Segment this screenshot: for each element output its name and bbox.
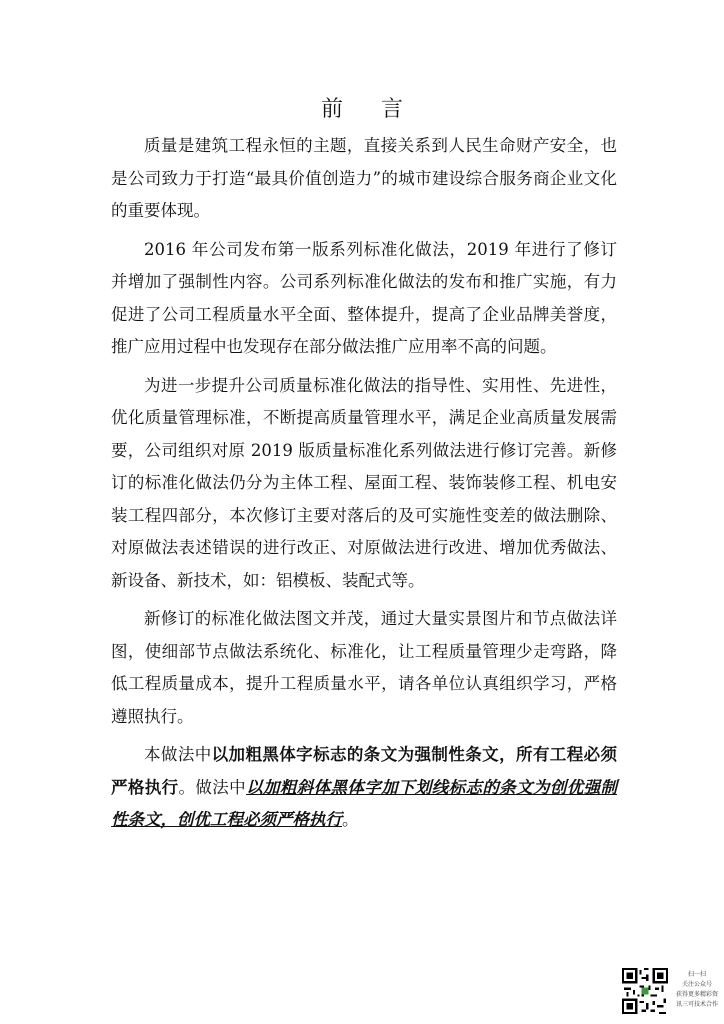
qr-caption-line-3: 获得更多精彩资 bbox=[675, 991, 718, 998]
paragraph-3: 为进一步提升公司质量标准化做法的指导性、实用性、先进性，优化质量管理标准，不断提高质量管理水平，满足企业高质量发展需要，公司组织对原 2019 版质量标准化系列做法进行修订完善。新修订的标准化做法仍分为主体工程、屋面工程、装饰装修工程、机电安装工程四部分，本次修订主要对落后的及可实施性变差的做法删除、对原做法表述错误的进行改正、对原做法进行改进、增加优秀做法、新设备、新技术，如：铝模板、装配式等。 bbox=[111, 375, 617, 590]
preface-body bbox=[111, 130, 617, 837]
qr-caption-line-2: 关注公众号 bbox=[681, 981, 712, 988]
paragraph-4: 新修订的标准化做法图文并茂，通过大量实景图片和节点做法详图，使细部节点做法系统化、标准化，让工程质量管理少走弯路，降低工程质量成本，提升工程质量水平，请各单位认真组织学习，严格遵照执行。 bbox=[111, 609, 617, 726]
paragraph-5-end: 。 bbox=[342, 810, 359, 829]
mandatory-clause-note: 以加粗黑体字标志的条文为强制性条文，所有工程必须严格执行 bbox=[111, 745, 618, 797]
paragraph-5 bbox=[111, 739, 617, 837]
paragraph-5-mid: 。做法中 bbox=[178, 777, 247, 797]
qr-caption-line-4: 讯三可技术合作 bbox=[675, 1001, 718, 1008]
excellence-clause-note: 以加粗斜体黑体字加下划线标志的条文为创优强制性条文，创优工程必须严格执行 bbox=[111, 777, 618, 829]
paragraph-5-lead: 本做法中 bbox=[144, 745, 212, 764]
qr-caption bbox=[672, 970, 722, 1010]
paragraph-2: 2016 年公司发布第一版系列标准化做法，2019 年进行了修订并增加了强制性内容。公司系列标准化做法的发布和推广实施，有力促进了公司工程质量水平全面、整体提升，提高了企业品牌美誉度，推广应用过程中也发现存在部分做法推广应用率不高的问题。 bbox=[111, 239, 617, 356]
qr-code-icon bbox=[622, 968, 668, 1014]
qr-caption-line-1: 扫一扫 bbox=[687, 971, 706, 978]
title-char-2: 言 bbox=[381, 97, 404, 122]
paragraph-1: 质量是建筑工程永恒的主题，直接关系到人民生命财产安全，也是公司致力于打造“最具价值创造力”的城市建设综合服务商企业文化的重要体现。 bbox=[111, 136, 617, 220]
title-char-1: 前 bbox=[320, 97, 343, 122]
page-title bbox=[0, 92, 724, 123]
